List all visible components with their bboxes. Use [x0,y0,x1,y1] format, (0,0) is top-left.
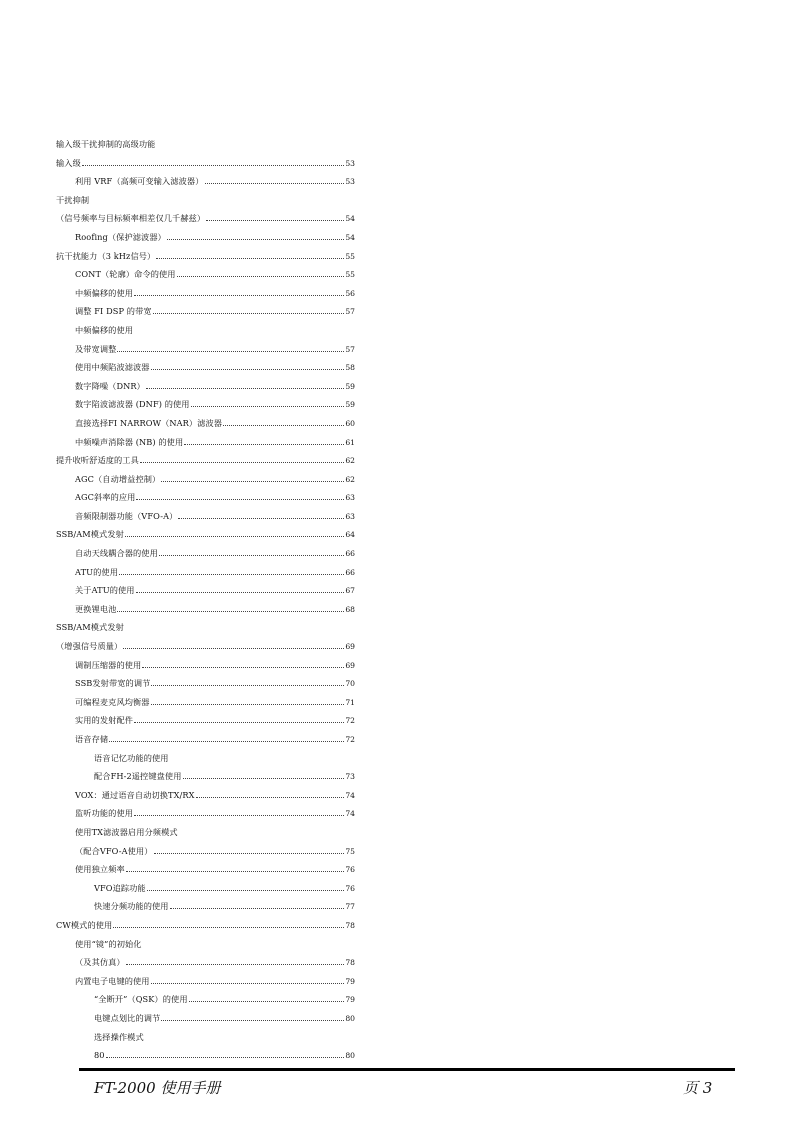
toc-entry-title: “全断开”（QSK）的使用 [94,994,188,1005]
toc-entry-page: 80 [345,1051,355,1061]
toc-entry [56,749,355,768]
toc-entry [56,674,355,693]
toc-entry-title: 音频限制器功能（VFO-A） [75,510,178,521]
dot-leader [106,1056,345,1058]
toc-entry-page: 78 [345,958,355,968]
toc-entry-title: 及带宽调整 [75,343,117,354]
toc-entry [56,302,355,321]
toc-entry-page: 70 [345,679,355,689]
dot-leader [126,870,345,872]
toc-entry-title: 使用中频陷波滤波器 [75,362,150,373]
toc-entry-page: 62 [345,474,355,484]
toc-entry-page: 61 [345,437,355,447]
toc-entry [56,247,355,266]
dot-leader [189,1000,345,1002]
toc-entry-page: 57 [345,344,355,354]
dot-leader [161,1019,344,1021]
dot-leader [156,257,344,259]
toc-entry [56,990,355,1009]
toc-entry [56,767,355,786]
dot-leader [191,405,345,407]
toc-entry-page: 79 [345,995,355,1005]
toc-entry [56,377,355,396]
toc-entry-title: ATU的使用 [75,566,118,577]
dot-leader [146,387,344,389]
dot-leader [151,684,344,686]
toc-entry-title: Roofing（保护滤波器） [75,231,166,242]
toc-entry [56,172,355,191]
toc-entry-title: 中频噪声消除器 (NB) 的使用 [75,436,184,447]
dot-leader [151,368,345,370]
toc-entry-title: 内置电子电键的使用 [75,975,150,986]
toc-entry-page: 56 [345,288,355,298]
toc-entry [56,879,355,898]
dot-leader [113,926,344,928]
toc-entry [56,786,355,805]
toc-entry-title: 语音记忆功能的使用 [94,752,169,763]
dot-leader [196,796,345,798]
toc-entry-title: 直接选择FI NARROW（NAR）滤波器 [75,417,223,428]
dot-leader [153,312,345,314]
toc-entry-title: 输入级干扰抑制的高级功能 [56,139,156,149]
toc-entry-title: 使用TX滤波器启用分频模式 [75,826,178,837]
toc-entry [56,656,355,675]
toc-entry [56,842,355,861]
toc-entry [56,823,355,842]
toc-entry-title: 电键点划比的调节 [94,1012,161,1023]
toc-entry-page: 80 [345,1013,355,1023]
toc-entry-page: 63 [345,511,355,521]
dot-leader [136,591,345,593]
toc-entry-title: 输入级 [56,157,81,168]
toc-entry [56,507,355,526]
dot-leader [134,814,344,816]
dot-leader [170,907,345,909]
toc-entry-title: 干扰抑制 [56,194,90,205]
dot-leader [151,703,345,705]
dot-leader [184,443,344,445]
toc-entry-title: （信号频率与目标频率相差仅几千赫兹） [56,213,206,224]
toc-entry-title: 关于ATU的使用 [75,585,135,596]
toc-entry-title: 利用 VRF（高频可变输入滤波器） [75,176,204,187]
dot-leader [136,498,344,500]
footer-page-number: 页 3 [683,1079,713,1097]
toc-entry [56,897,355,916]
toc-entry [56,209,355,228]
toc-entry-page: 59 [345,400,355,410]
toc-entry [56,470,355,489]
dot-leader [82,164,344,166]
toc-entry [56,637,355,656]
toc-entry [56,191,355,210]
toc-entry-page: 63 [345,493,355,503]
dot-leader [167,238,344,240]
toc-entry-title: 抗干扰能力（3 kHz信号） [56,250,156,261]
toc-entry [56,972,355,991]
toc-entry-title: （配合VFO-A使用） [75,845,153,856]
toc-entry [56,395,355,414]
toc-entry-page: 69 [345,660,355,670]
dot-leader [178,517,344,519]
toc-entry-title: 使用独立频率 [75,864,125,875]
toc-entry-page: 76 [345,883,355,893]
toc-entry-page: 62 [345,456,355,466]
toc-entry-page: 67 [345,586,355,596]
dot-leader [154,852,345,854]
toc-entry-page: 58 [345,363,355,373]
toc-entry-title: AGC斜率的应用 [75,492,136,503]
toc-entry [56,358,355,377]
toc-entry [56,284,355,303]
toc-entry-title: VFO追踪功能 [94,882,146,893]
toc-entry-page: 73 [345,772,355,782]
toc-entry [56,563,355,582]
toc-entry-page: 54 [345,214,355,224]
toc-entry-page: 74 [345,809,355,819]
toc-entry-title: 语音存储 [75,734,109,744]
dot-leader [151,982,345,984]
toc-entry [56,935,355,954]
toc-entry [56,340,355,359]
dot-leader [117,350,344,352]
toc-entry-page: 66 [345,549,355,559]
toc-entry [56,600,355,619]
toc-entry-title: SSB/AM模式发射 [56,529,124,540]
toc-entry [56,1046,355,1065]
dot-leader [223,424,344,426]
dot-leader [177,275,345,277]
dot-leader [140,461,344,463]
dot-leader [134,294,344,296]
toc-entry-title: 自动天线耦合器的使用 [75,548,158,559]
toc-entry-page: 72 [345,716,355,726]
toc-entry-page: 55 [345,251,355,261]
toc-entry-title: 使用“镜”的初始化 [75,938,142,949]
toc-entry [56,1009,355,1028]
toc-entry-page: 55 [345,270,355,280]
dot-leader [109,740,344,742]
toc-entry-page: 60 [345,418,355,428]
toc-entry-page: 53 [345,177,355,187]
dot-leader [123,647,344,649]
toc-entry [56,711,355,730]
toc-entry-title: SSB/AM模式发射 [56,622,124,633]
toc-entry-title: 配合FH-2遥控键盘使用 [94,771,182,782]
toc-entry-title: 数字降噪（DNR） [75,380,145,391]
dot-leader [161,480,344,482]
toc-entry-title: 可编程麦克风均衡器 [75,696,150,707]
toc-entry-title: 监听功能的使用 [75,808,134,819]
toc-entry [56,265,355,284]
toc-entry-title: 数字陷波滤波器 (DNF) 的使用 [75,399,190,410]
toc-entry-page: 53 [345,158,355,168]
toc-entry-page: 69 [345,642,355,652]
toc-entry [56,321,355,340]
dot-leader [206,219,344,221]
toc-entry-page: 79 [345,976,355,986]
toc-entry [56,433,355,452]
toc-entry [56,414,355,433]
toc-entry-page: 68 [345,604,355,614]
toc-entry-page: 57 [345,307,355,317]
toc-entry-page: 72 [345,735,355,744]
toc-entry-title: CW模式的使用 [56,919,113,930]
dot-leader [205,182,345,184]
toc-entry-title: 调制压缩器的使用 [75,659,142,670]
dot-leader [119,573,344,575]
toc-entry [56,860,355,879]
toc-entry-title: AGC（自动增益控制） [75,473,161,484]
toc-entry [56,953,355,972]
dot-leader [117,610,344,612]
toc-entry-page: 75 [345,846,355,856]
toc-entry [56,916,355,935]
toc-entry-page: 78 [345,920,355,930]
toc-entry-page: 54 [345,232,355,242]
toc-entry-title: 快速分频功能的使用 [94,901,169,912]
toc-entry [56,693,355,712]
toc-entry-page: 64 [345,530,355,540]
toc-entry [56,804,355,823]
toc-entry [56,1028,355,1047]
toc-entry-title: 调整 FI DSP 的带宽 [75,306,152,317]
toc-entry [56,451,355,470]
dot-leader [183,777,345,779]
toc-entry [56,730,355,749]
dot-leader [126,963,345,965]
table-of-contents [56,135,355,1065]
dot-leader [134,721,344,723]
toc-entry-page: 66 [345,567,355,577]
toc-entry-title: （增强信号质量） [56,641,123,652]
toc-entry-title: 80 [94,1050,105,1061]
toc-entry-page: 71 [345,697,355,707]
toc-entry-title: CONT（轮廓）命令的使用 [75,269,176,280]
toc-entry-title: 选择操作模式 [94,1031,144,1042]
toc-entry-title: 更换锂电池 [75,603,117,614]
toc-entry [56,488,355,507]
toc-entry [56,544,355,563]
dot-leader [142,666,344,668]
toc-entry-title: 实用的发射配件 [75,715,134,726]
toc-entry [56,525,355,544]
toc-entry-page: 74 [345,790,355,800]
dot-leader [147,889,345,891]
toc-entry [56,228,355,247]
footer-divider [79,1068,735,1071]
toc-entry-title: 提升收听舒适度的工具 [56,455,139,466]
toc-entry [56,135,355,154]
toc-entry-title: （及其仿真） [75,957,125,968]
toc-entry-page: 77 [345,902,355,912]
toc-entry-title: SSB发射带宽的调节 [75,678,151,689]
dot-leader [125,535,344,537]
toc-entry [56,154,355,173]
toc-entry-title: VOX：通过语音自动切换TX/RX [75,789,195,800]
footer-manual-title: FT-2000 使用手册 [94,1079,221,1097]
toc-entry-title: 中频偏移的使用 [75,287,134,298]
dot-leader [159,554,344,556]
toc-entry-title: 中频偏移的使用 [75,324,134,335]
toc-entry [56,618,355,637]
toc-entry-page: 59 [345,381,355,391]
toc-entry [56,581,355,600]
toc-entry-page: 76 [345,865,355,875]
